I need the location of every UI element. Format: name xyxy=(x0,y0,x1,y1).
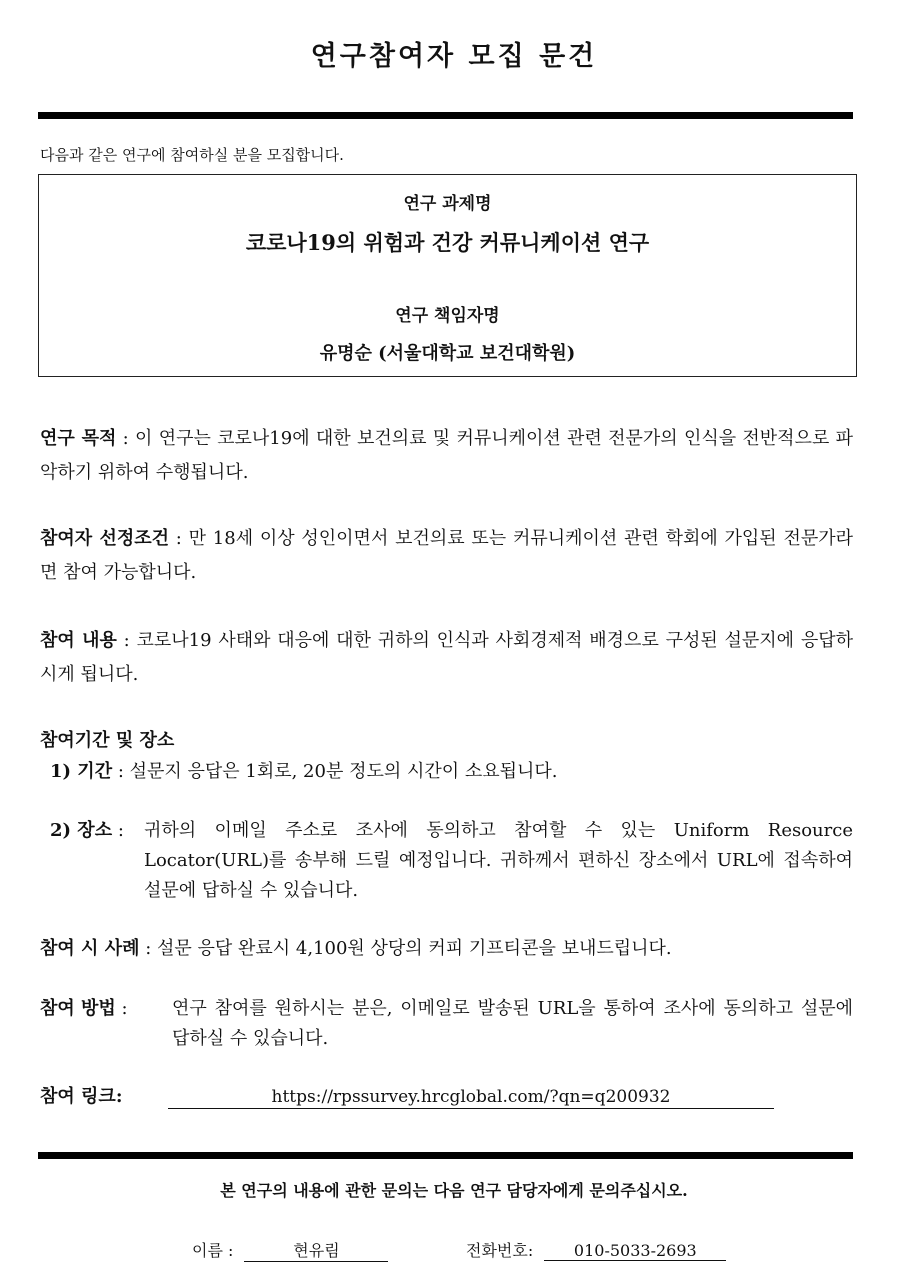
method-label: 참여 방법 xyxy=(40,998,116,1019)
survey-link[interactable]: https://rpssurvey.hrcglobal.com/?qn=q200932 xyxy=(168,1086,774,1109)
name-label: 이름 : xyxy=(192,1241,234,1260)
project-label: 연구 과제명 xyxy=(403,194,492,214)
contact-phone-row xyxy=(466,1238,726,1261)
pi-name: 유명순 (서울대학교 보건대학원) xyxy=(319,343,576,364)
reward-text: 설문 응답 완료시 4,100원 상당의 커피 기프티콘을 보내드립니다. xyxy=(157,938,672,959)
place-label: 2) 장소 xyxy=(50,820,113,841)
page-title: 연구참여자 모집 문건 xyxy=(310,41,598,72)
top-divider xyxy=(38,112,853,119)
project-info-box xyxy=(38,174,857,377)
link-label: 참여 링크: xyxy=(40,1086,123,1107)
period-place-heading: 참여기간 및 장소 xyxy=(40,730,175,751)
purpose-section: 연구 목적 : 이 연구는 코로나19에 대한 보건의료 및 커뮤니케이션 관련 전문가의 인식을 전반적으로 파악하기 위하여 수행됩니다. xyxy=(40,428,854,483)
contact-note: 본 연구의 내용에 관한 문의는 다음 연구 담당자에게 문의주십시오. xyxy=(220,1181,688,1200)
criteria-label: 참여자 선정조건 xyxy=(40,528,170,549)
place-label-row: 2) 장소 : xyxy=(50,820,124,841)
project-name: 코로나19의 위험과 건강 커뮤니케이션 연구 xyxy=(245,230,650,255)
content-section: 참여 내용 : 코로나19 사태와 대응에 대한 귀하의 인식과 사회경제적 배경으로 구성된 설문지에 응답하시게 됩니다. xyxy=(40,630,854,685)
place-text: 귀하의 이메일 주소로 조사에 동의하고 참여할 수 있는 Uniform Resource Locator(URL)를 송부해 드릴 예정입니다. 귀하께서 편하신 장소에서 URL에 접속하여 설문에 답하실 수 있습니다. xyxy=(144,820,853,901)
name-value: 현유림 xyxy=(244,1238,388,1262)
pi-label: 연구 책임자명 xyxy=(395,306,500,326)
contact-name-row xyxy=(192,1238,388,1262)
criteria-text: 만 18세 이상 성인이면서 보건의료 또는 커뮤니케이션 관련 학회에 가입된 전문가라면 참여 가능합니다. xyxy=(40,528,854,583)
period-row: 1) 기간 : 설문지 응답은 1회로, 20분 정도의 시간이 소요됩니다. xyxy=(50,761,558,782)
purpose-label: 연구 목적 xyxy=(40,428,117,449)
content-label: 참여 내용 xyxy=(40,630,117,651)
intro-text: 다음과 같은 연구에 참여하실 분을 모집합니다. xyxy=(40,146,344,164)
reward-label: 참여 시 사례 xyxy=(40,938,140,959)
period-text: 설문지 응답은 1회로, 20분 정도의 시간이 소요됩니다. xyxy=(129,761,558,782)
phone-label: 전화번호: xyxy=(466,1241,534,1260)
period-label: 1) 기간 xyxy=(50,761,113,782)
criteria-section: 참여자 선정조건 : 만 18세 이상 성인이면서 보건의료 또는 커뮤니케이션 관련 학회에 가입된 전문가라면 참여 가능합니다. xyxy=(40,528,854,583)
method-label-row: 참여 방법 : xyxy=(40,998,128,1019)
bottom-divider xyxy=(38,1152,853,1159)
method-text: 연구 참여를 원하시는 분은, 이메일로 발송된 URL을 통하여 조사에 동의하고 설문에 답하실 수 있습니다. xyxy=(172,998,853,1049)
reward-section: 참여 시 사례 : 설문 응답 완료시 4,100원 상당의 커피 기프티콘을 보내드립니다. xyxy=(40,938,672,959)
phone-value: 010-5033-2693 xyxy=(544,1241,726,1261)
content-text: 코로나19 사태와 대응에 대한 귀하의 인식과 사회경제적 배경으로 구성된 설문지에 응답하시게 됩니다. xyxy=(40,630,854,685)
purpose-text: 이 연구는 코로나19에 대한 보건의료 및 커뮤니케이션 관련 전문가의 인식을 전반적으로 파악하기 위하여 수행됩니다. xyxy=(40,428,854,483)
